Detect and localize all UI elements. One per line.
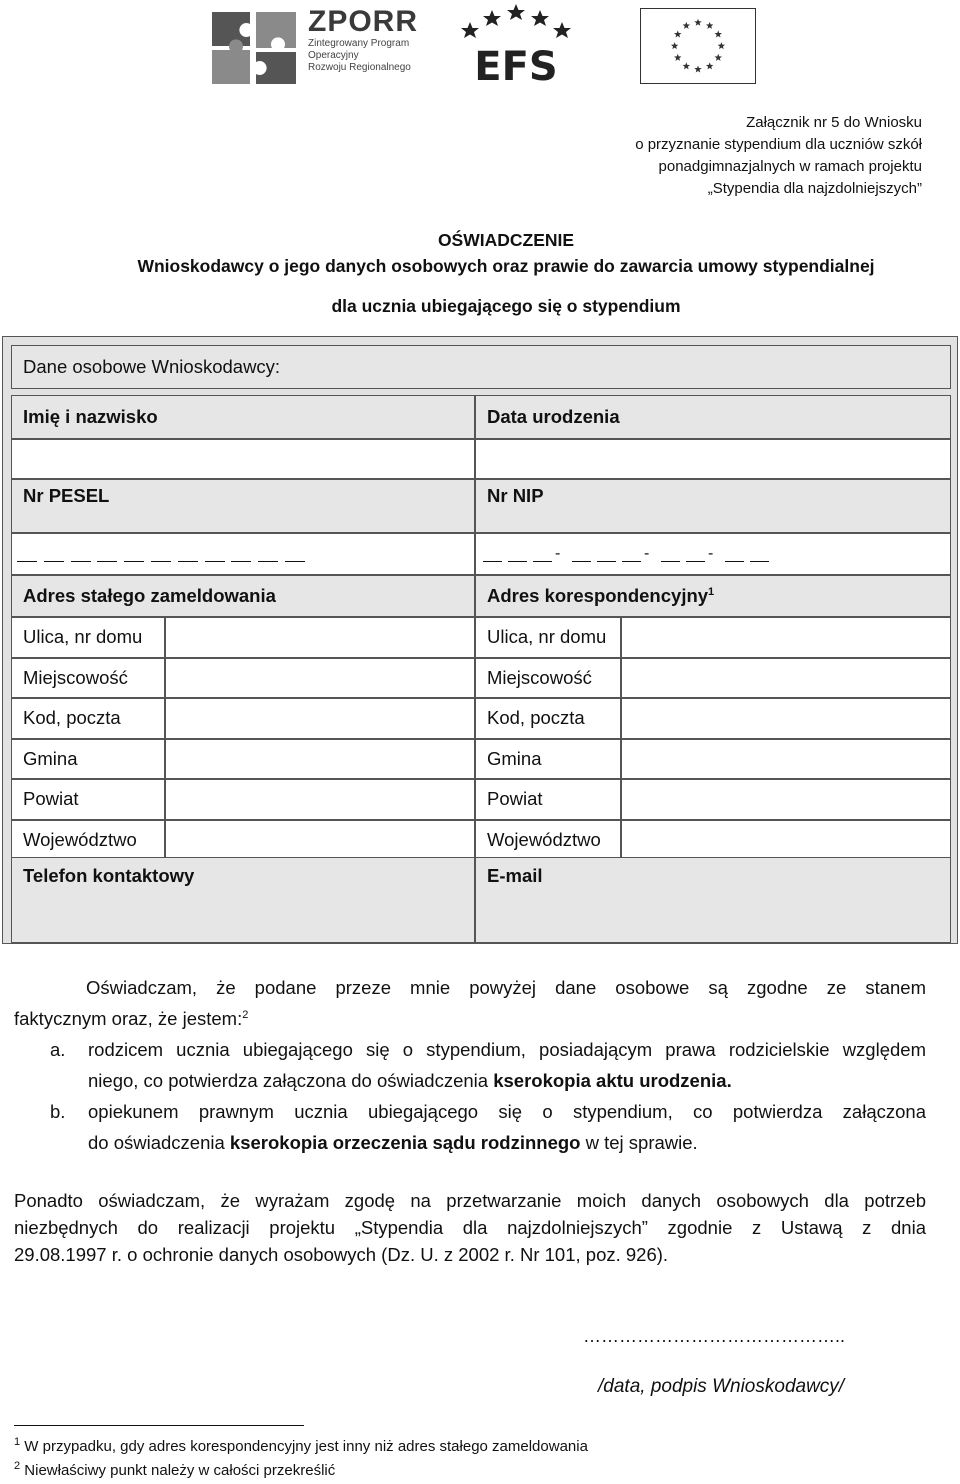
address-label-right: Kod, poczta [475,698,621,739]
option-b-document: kserokopia orzeczenia sądu rodzinnego [229,1132,581,1153]
nip-digit-slot [661,561,680,562]
address-label-left: Powiat [11,779,165,820]
eu-star-icon [718,42,725,49]
pesel-digit-slot [97,561,117,562]
correspondence-address-label: Adres korespondencyjny [487,585,709,606]
pesel-digit-slot [178,561,198,562]
footnote-2-text: Niewłaściwy punkt należy w całości przekreślić [24,1462,336,1479]
pesel-digit-slot [151,561,171,562]
nip-digit-slot [483,561,502,562]
pesel-digit-slot [17,561,37,562]
footnote-1 [14,1438,588,1455]
address-field-right[interactable] [621,698,951,739]
pesel-label: Nr PESEL [11,479,475,533]
pesel-digit-slot [231,561,251,562]
consent-line1: Ponadto oświadczam, że wyrażam zgodę na przetwarzanie moich danych osobowych dla potrzeb [14,1190,926,1211]
option-b-text-1: do oświadczenia [88,1132,230,1153]
eu-star-icon [715,30,722,37]
eu-star-icon [683,62,690,69]
consent-line2: niezbędnych do realizacji projektu „Stypendia dla najzdolniejszych” zgodnie z Ustawą z dnia [14,1217,926,1238]
nip-digit-slot [686,561,705,562]
address-field-left[interactable] [165,617,475,658]
address-field-right[interactable] [621,820,951,861]
address-label-left: Województwo [11,820,165,861]
phone-label: Telefon kontaktowy [11,857,475,943]
nip-separator: - [555,545,561,562]
option-b-line1: opiekunem prawnym ucznia ubiegającego się o stypendium, co potwierdza załączona [88,1101,926,1122]
address-label-right: Gmina [475,739,621,780]
footnote-separator [14,1425,304,1426]
annex-line-4: „Stypendia dla najzdolniejszych” [707,180,922,197]
footnote-ref-2: 2 [242,1008,249,1021]
address-label-left: Gmina [11,739,165,780]
option-a-marker: a. [50,1039,66,1060]
option-a-document: kserokopia aktu urodzenia. [493,1070,732,1091]
nip-digit-slot [508,561,527,562]
section-title: Dane osobowe Wnioskodawcy: [11,345,951,389]
statement-intro-text: faktycznym oraz, że jestem: [14,1008,243,1029]
option-b-text-2: w tej sprawie. [580,1132,698,1153]
pesel-digit-slot [71,561,91,562]
eu-star-icon [674,30,681,37]
nip-digit-slot [622,561,641,562]
zporr-subtitle-1: Zintegrowany Program [308,38,410,49]
zporr-puzzle-logo [208,4,302,88]
address-label-left: Ulica, nr domu [11,617,165,658]
zporr-subtitle-3: Rozwoju Regionalnego [308,62,411,73]
eu-star-icon [706,62,713,69]
nip-digit-slot [533,561,552,562]
annex-line-3: ponadgimnazjalnych w ramach projektu [658,158,922,175]
address-field-left[interactable] [165,658,475,699]
eu-star-icon [671,42,678,49]
eu-star-icon [694,19,701,26]
nip-label: Nr NIP [475,479,951,533]
personal-data-form [2,336,958,944]
footnote-2 [14,1462,335,1479]
email-label: E-mail [475,857,951,943]
statement-intro-line2 [14,1003,614,1034]
pesel-digit-slot [205,561,225,562]
address-field-left[interactable] [165,779,475,820]
address-field-left[interactable] [165,739,475,780]
option-a-text: niego, co potwierdza załączona do oświadczenia [88,1070,494,1091]
document-subtitle: Wnioskodawcy o jego danych osobowych oraz prawie do zawarcia umowy stypendialnej [137,256,875,276]
eu-flag-icon [640,8,756,84]
eu-star-icon [683,22,690,29]
birth-date-field[interactable] [475,439,951,479]
footnote-1-text: W przypadku, gdy adres korespondencyjny jest inny niż adres stałego zameldowania [24,1438,588,1455]
address-label-right: Miejscowość [475,658,621,699]
address-label-right: Ulica, nr domu [475,617,621,658]
annex-line-2: o przyznanie stypendium dla uczniów szkół [635,136,922,153]
address-field-right[interactable] [621,739,951,780]
annex-header [635,112,922,200]
option-a-line1: rodzicem ucznia ubiegającego się o stypendium, posiadającym prawa rodzicielskie względem [88,1039,926,1060]
efs-logo [452,2,580,86]
footnote-ref-1: 1 [708,585,715,598]
zporr-wordmark [308,6,418,74]
annex-line-1: Załącznik nr 5 do Wniosku [746,114,922,131]
option-b-line2 [88,1127,926,1158]
pesel-digit-slot [44,561,64,562]
document-title: OŚWIADCZENIE [437,230,575,250]
nip-digit-slot [572,561,591,562]
address-field-right[interactable] [621,617,951,658]
address-label-right: Powiat [475,779,621,820]
signature-line[interactable]: …………………………………….. [583,1326,846,1346]
pesel-digit-slot [285,561,305,562]
option-a-line2 [88,1065,926,1096]
nip-separator: - [644,545,650,562]
zporr-title: ZPORR [308,5,418,38]
signature-caption: /data, podpis Wnioskodawcy/ [598,1376,845,1397]
address-field-right[interactable] [621,779,951,820]
birth-date-label: Data urodzenia [475,395,951,439]
option-b-marker: b. [50,1101,66,1122]
eu-star-icon [694,65,701,72]
address-field-right[interactable] [621,658,951,699]
nip-digit-slot [597,561,616,562]
address-label-left: Kod, poczta [11,698,165,739]
name-field[interactable] [11,439,475,479]
pesel-field[interactable] [11,533,475,575]
address-label-right: Województwo [475,820,621,861]
nip-digit-slot [725,561,744,562]
statement-intro-line1: Oświadczam, że podane przeze mnie powyżej dane osobowe są zgodne ze stanem [86,977,926,998]
address-field-left[interactable] [165,698,475,739]
address-field-left[interactable] [165,820,475,861]
name-label: Imię i nazwisko [11,395,475,439]
pesel-digit-slot [258,561,278,562]
eu-star-icon [706,22,713,29]
footnote-1-mark: 1 [14,1436,21,1448]
address-label-left: Miejscowość [11,658,165,699]
efs-text: EFS [474,44,558,86]
eu-star-icon [715,54,722,61]
logo-bar [0,0,960,95]
zporr-subtitle-2: Operacyjny [308,50,359,61]
eu-star-icon [674,54,681,61]
permanent-address-header: Adres stałego zameldowania [11,575,475,617]
pesel-digit-slot [124,561,144,562]
nip-digit-slot [750,561,769,562]
footnote-2-mark: 2 [14,1460,21,1472]
nip-separator: - [708,545,714,562]
consent-line3: 29.08.1997 r. o ochronie danych osobowych (Dz. U. z 2002 r. Nr 101, poz. 926). [14,1244,669,1265]
document-subtitle-2: dla ucznia ubiegającego się o stypendium [331,296,681,316]
correspondence-address-header [475,575,951,617]
